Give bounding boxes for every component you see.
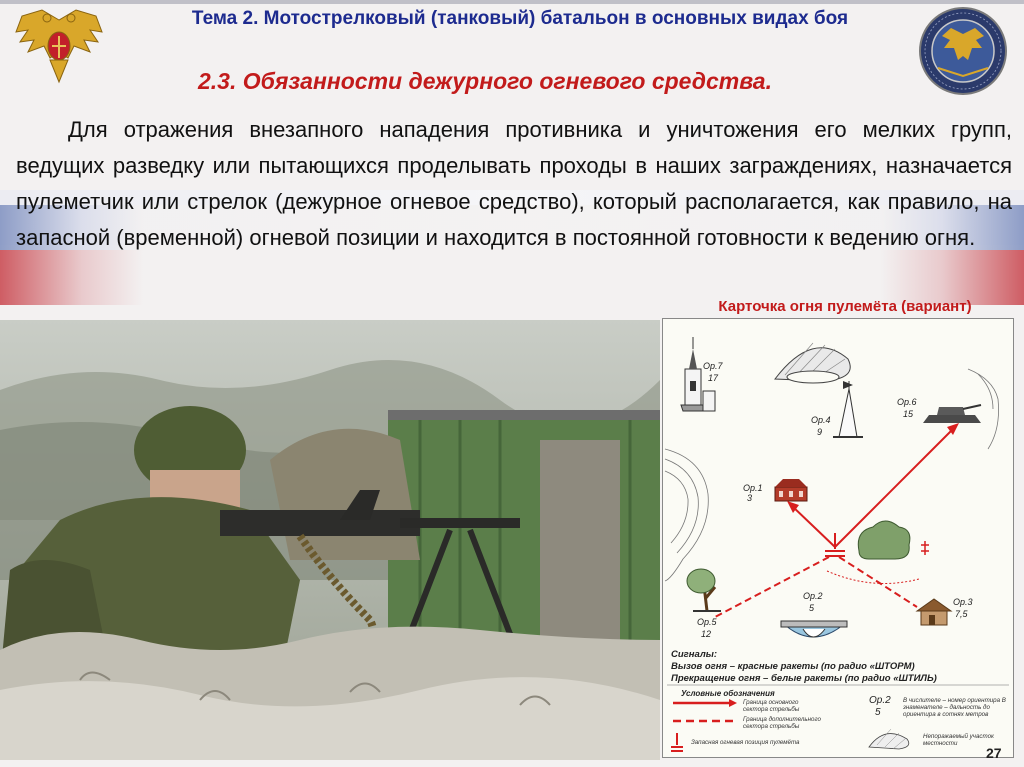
legend-landmark-description: В числителе – номер ориентира В знаменателе – дальность до ориентира в сотнях метров <box>903 697 1006 718</box>
landmark-range-or2: 5 <box>809 603 815 613</box>
fire-card-title: Карточка огня пулемёта (вариант) <box>718 298 972 315</box>
landmark-label-or5: Ор.5 <box>697 617 717 627</box>
landmark-range-or3: 7,5 <box>955 609 968 619</box>
flag-band-red <box>0 250 1024 305</box>
legend-firing-position-symbol <box>671 733 683 751</box>
tower-landmark-icon <box>833 381 863 437</box>
tank-landmark-icon <box>923 405 981 423</box>
bridge-landmark-icon <box>781 621 847 637</box>
legend-firing-position-text: Запасная огневая позиция пулемёта <box>691 739 800 746</box>
topic-title: Тема 2. Мотострелковый (танковый) батальон в основных видах боя <box>191 8 849 29</box>
firing-position-icon <box>825 533 845 556</box>
house-landmark-icon <box>917 599 951 625</box>
signal-call-fire: Вызов огня – красные ракеты (по радио «ШТОРМ) <box>671 661 915 672</box>
landmark-label-or6: Ор.6 <box>897 397 917 407</box>
landmark-range-or1: 3 <box>747 493 753 503</box>
signal-cease-fire: Прекращение огня – белые ракеты (по радио «ШТИЛЬ) <box>671 673 937 684</box>
page-number: 27 <box>986 745 1002 761</box>
legend-main-sector-symbol <box>673 699 737 707</box>
top-line <box>0 0 1024 4</box>
legend-example-landmark-name: Ор.2 <box>869 695 891 706</box>
landmark-label-or4: Ор.4 <box>811 415 831 425</box>
eagle-emblem-icon <box>14 6 104 86</box>
academy-seal-icon <box>918 6 1008 96</box>
legend-main-sector-text: Граница основного сектора стрельбы <box>743 699 800 713</box>
legend-example-landmark-range: 5 <box>875 707 881 718</box>
tree-landmark-icon <box>687 569 721 611</box>
legend-additional-sector-text: Граница дополнительного сектора стрельбы <box>743 716 821 730</box>
bush-icon <box>858 521 910 559</box>
soldier-machine-gun-photo <box>0 320 660 760</box>
legend-dead-zone-symbol <box>869 729 909 749</box>
landmark-range-or4: 9 <box>817 427 823 437</box>
machine-gun-fire-card <box>662 318 1014 758</box>
legend-title: Условные обозначения <box>681 689 775 698</box>
section-title: 2.3. Обязанности дежурного огневого средства. <box>198 68 772 94</box>
signals-block <box>671 649 1009 685</box>
landmark-label-or2: Ор.2 <box>803 591 823 601</box>
landmark-label-or7: Ор.7 <box>703 361 723 371</box>
landmark-label-or3: Ор.3 <box>953 597 973 607</box>
ruined-building-landmark-icon <box>775 479 807 501</box>
signals-title: Сигналы: <box>671 649 718 660</box>
additional-sector-border <box>715 557 919 617</box>
landmark-label-or1: Ор.1 <box>743 483 763 493</box>
dead-zone-icon <box>775 343 850 383</box>
landmark-range-or5: 12 <box>701 629 712 639</box>
landmark-range-or6: 15 <box>903 409 914 419</box>
legend-dead-zone-text: Непоражаемый участок местности <box>923 733 994 747</box>
body-paragraph: Для отражения внезапного нападения противника и уничтожения его мелких групп, ведущих разведку или пытающихся проделывать проходы в наших заграждениях, назначается пулеметчик или стрелок (дежурное огневое средство), который располагается, как правило, на запасной (временной) огневой позиции и находится в постоянной готовности к ведению огня. <box>16 117 1012 250</box>
landmark-range-or7: 17 <box>708 373 719 383</box>
